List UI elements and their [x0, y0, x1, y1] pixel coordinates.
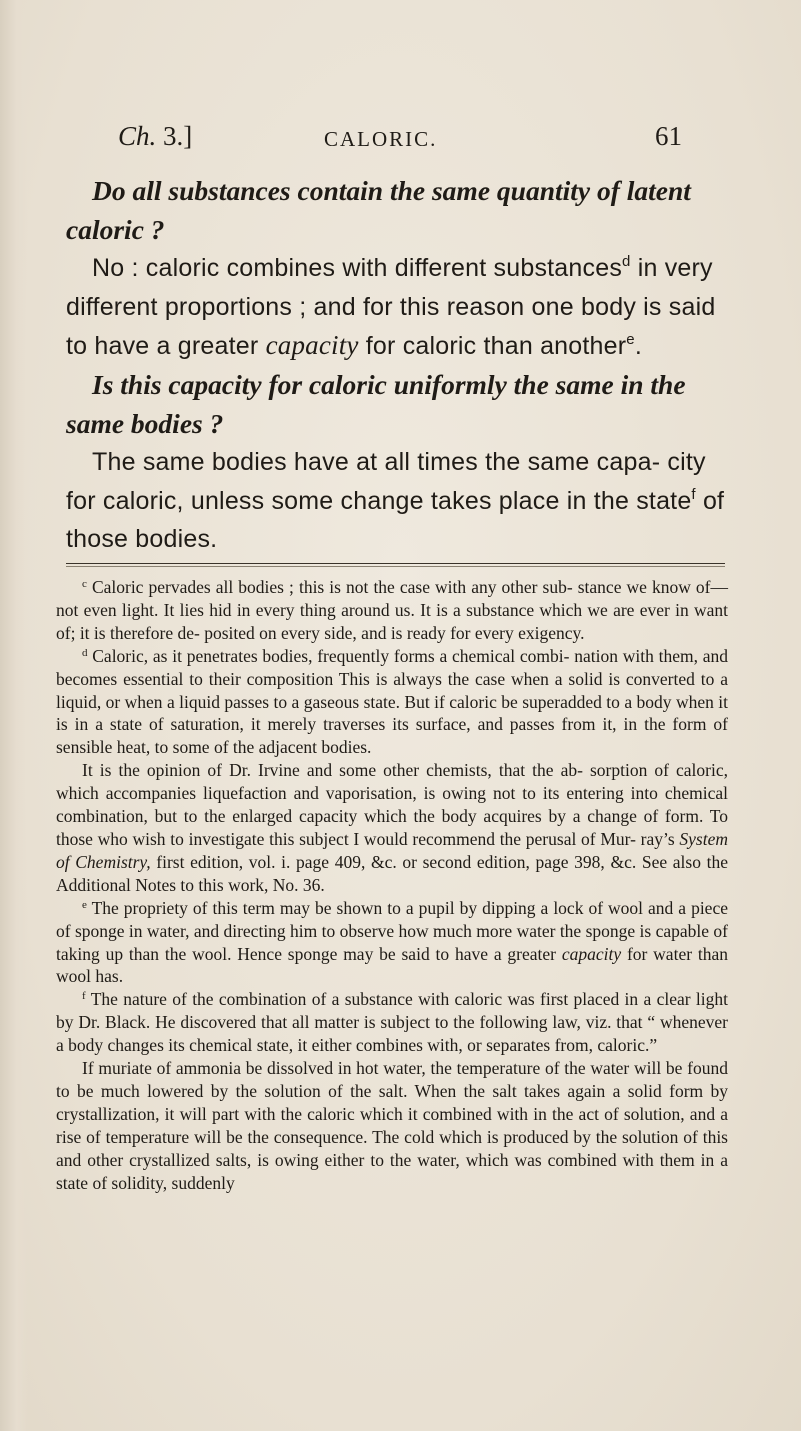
- footnote-e-text-a: The propriety of this term may be shown to a pupil by dipping a lock of wool and a piece of sponge in water, and directing him to observe how much more water the sponge is capable of taking up than the wool. Hence sponge may be said to have a greater: [56, 897, 728, 964]
- answer-1-emphasis: capacity: [265, 330, 359, 361]
- footnote-d2-text-a: It is the opinion of Dr. Irvine and some other chemists, that the ab- sorption of caloric, which accompanies liquefaction and vaporisation, is owing not to its entering into chemical combination, but to the enlarged capacity which the body acquires by a change of form. To those who wish to investigate this subject I would recommend the perusal of Mur- ray’s: [56, 760, 728, 849]
- footnote-rule: [66, 563, 725, 564]
- footnote-f-text: The nature of the combination of a substance with caloric was first placed in a clear light by Dr. Black. He discovered that all matter is subject to the following law, viz. that “ whenever a body changes its chemical state, it either combines with, or separates from, caloric.”: [56, 989, 728, 1056]
- answer-1: [66, 249, 726, 366]
- answer-1-text-c: for caloric than another: [358, 332, 627, 361]
- answer-1-text-b: in very different proportions ; and for this reason one body is said to have a greater: [66, 254, 716, 361]
- footnote-c-text: Caloric pervades all bodies ; this is not the case with any other sub- stance we know of—not even light. It lies hid in every thing around us. It is a substance which we are ever in want of; it is therefore de- posited on every side, and is ready for every exigency.: [56, 577, 728, 643]
- chapter-prefix: Ch.: [118, 121, 157, 151]
- page-gutter-shadow: [0, 0, 28, 1431]
- question-1: Do all substances contain the same quantity of latent caloric ?: [66, 175, 691, 245]
- footnote-d-text: Caloric, as it penetrates bodies, frequently forms a chemical combi- nation with them, and becomes essential to their composition This is always the case when a solid is converted to a liquid, or when a liquid passes to a gaseous state. But if caloric be superadded to a body when it is in a state of saturation, it merely traverses its surface, and passes from it, in the form of sensible heat, to some of the adjacent bodies.: [56, 645, 728, 758]
- footnote-e-text-b: for water than wool has.: [56, 943, 728, 987]
- main-text: [66, 172, 726, 559]
- footnote-f: [56, 988, 728, 1057]
- footnote-e-emphasis: capacity: [561, 943, 622, 964]
- answer-2: [66, 443, 726, 559]
- answer-2-text-b: of those bodies.: [66, 486, 725, 554]
- chapter-number: 3.]: [163, 121, 193, 151]
- footnote-rule-inner: [66, 566, 725, 567]
- footnote-c: [56, 576, 728, 645]
- footnote-d: [56, 645, 728, 760]
- footnotes: [56, 576, 728, 1194]
- footnote-f-continued: If muriate of ammonia be dissolved in hot water, the temperature of the water will be found to be much lowered by the solution of the salt. When the salt takes again a solid form by crystallization, it will part with the caloric which it combined with in the act of solution, and a rise of temperature will be the consequence. The cold which is produced by the solution of this and other crystallized salts, is owing either to the water, which was combined with them in a state of solidity, suddenly: [56, 1058, 728, 1193]
- chapter-indicator: [118, 121, 192, 152]
- footnote-mark-f: f: [82, 990, 86, 1003]
- footnote-d-continued: [56, 759, 728, 896]
- footnote-mark-e: e: [82, 898, 87, 911]
- footnote-ref-d: d: [622, 253, 631, 271]
- footnote-d2-text-b: first edition, vol. i. page 409, &c. or second edition, page 398, &c. See also the Additional Notes to this work, No. 36.: [56, 851, 728, 895]
- footnote-mark-c: c: [82, 578, 87, 590]
- footnote-e: [56, 897, 728, 989]
- running-head: [0, 121, 801, 161]
- running-title: CALORIC.: [324, 127, 438, 151]
- answer-1-text-a: No : caloric combines with different substances: [92, 254, 623, 283]
- answer-2-text-a: The same bodies have at all times the same capa- city for caloric, unless some change takes place in the state: [66, 448, 706, 515]
- footnote-ref-e: e: [626, 331, 635, 349]
- page-number: 61: [655, 121, 682, 151]
- question-2: Is this capacity for caloric uniformly the same in the same bodies ?: [66, 368, 686, 439]
- book-title-reference: System of Chemistry,: [56, 828, 728, 872]
- footnote-ref-f: f: [691, 485, 696, 503]
- footnote-mark-d: d: [82, 646, 88, 659]
- answer-1-text-d: .: [634, 332, 642, 361]
